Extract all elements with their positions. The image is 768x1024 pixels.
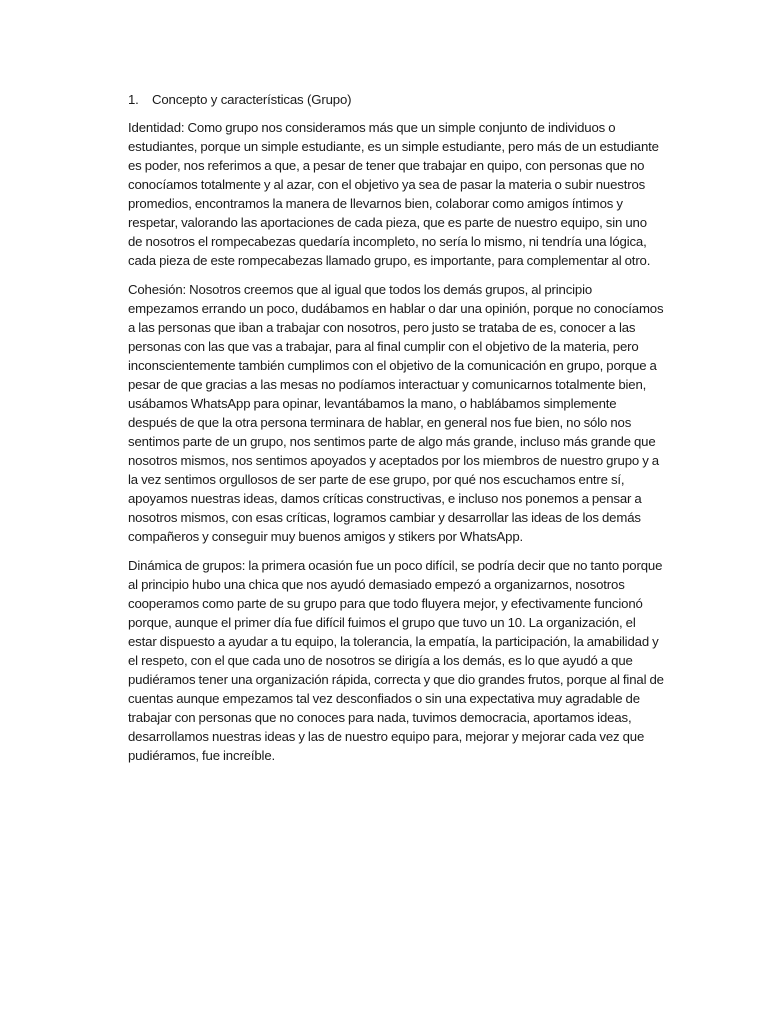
document-body [128, 90, 664, 775]
section-title: Concepto y características (Grupo) [152, 92, 352, 107]
section-number: 1. [128, 92, 139, 107]
paragraph-cohesion: Cohesión: Nosotros creemos que al igual que todos los demás grupos, al principio empezamos errando un poco, dudábamos en hablar o dar una opinión, porque no conocíamos a las personas que iban a trabajar con nosotros, pero justo se trataba de es, conocer a las personas con las que vas a trabajar, para al final cumplir con el objetivo de la materia, pero inconscientemente también cumplimos con el objetivo de la comunicación en grupo, porque a pesar de que gracias a las mesas no podíamos interactuar y comunicarnos totalmente bien, usábamos WhatsApp para opinar, levantábamos la mano, o hablábamos simplemente después de que la otra persona terminara de hablar, en general nos fue bien, no sólo nos sentimos parte de un grupo, nos sentimos parte de algo más grande, incluso más grande que nosotros mismos, nos sentimos apoyados y aceptados por los miembros de nuestro grupo y a la vez sentimos orgullosos de ser parte de ese grupo, por qué nos escuchamos entre sí, apoyamos nuestras ideas, damos críticas constructivas, e incluso nos ponemos a pensar a nosotros mismos, con esas críticas, logramos cambiar y desarrollar las ideas de los demás compañeros y conseguir muy buenos amigos y stikers por WhatsApp. [128, 282, 664, 544]
paragraph-identidad: Identidad: Como grupo nos consideramos más que un simple conjunto de individuos o estudiantes, porque un simple estudiante, es un simple estudiante, pero más de un estudiante es poder, nos referimos a que, a pesar de tener que trabajar en quipo, con personas que no conocíamos totalmente y al azar, con el objetivo ya sea de pasar la materia o subir nuestros promedios, encontramos la manera de llevarnos bien, colaborar como amigos íntimos y respetar, valorando las aportaciones de cada pieza, que es parte de nuestro equipo, sin uno de nosotros el rompecabezas quedaría incompleto, no sería lo mismo, ni tendría una lógica, cada pieza de este rompecabezas llamado grupo, es importante, para complementar al otro. [128, 120, 659, 268]
section-heading [128, 90, 664, 109]
paragraph-dinamica-de-grupos: Dinámica de grupos: la primera ocasión fue un poco difícil, se podría decir que no tanto porque al principio hubo una chica que nos ayudó demasiado empezó a organizarnos, nosotros cooperamos como parte de su grupo para que todo fluyera mejor, y efectivamente funcionó porque, aunque el primer día fue difícil fuimos el grupo que tuvo un 10. La organización, el estar dispuesto a ayudar a tu equipo, la tolerancia, la empatía, la participación, la amabilidad y el respeto, con el que cada uno de nosotros se dirigía a los demás, es lo que ayudó a que pudiéramos tener una organización rápida, correcta y que dio grandes frutos, porque al final de cuentas aunque empezamos tal vez desconfiados o sin una expectativa muy agradable de trabajar con personas que no conoces para nada, tuvimos democracia, aportamos ideas, desarrollamos nuestras ideas y las de nuestro equipo para, mejorar y mejorar cada vez que pudiéramos, fue increíble. [128, 558, 664, 763]
